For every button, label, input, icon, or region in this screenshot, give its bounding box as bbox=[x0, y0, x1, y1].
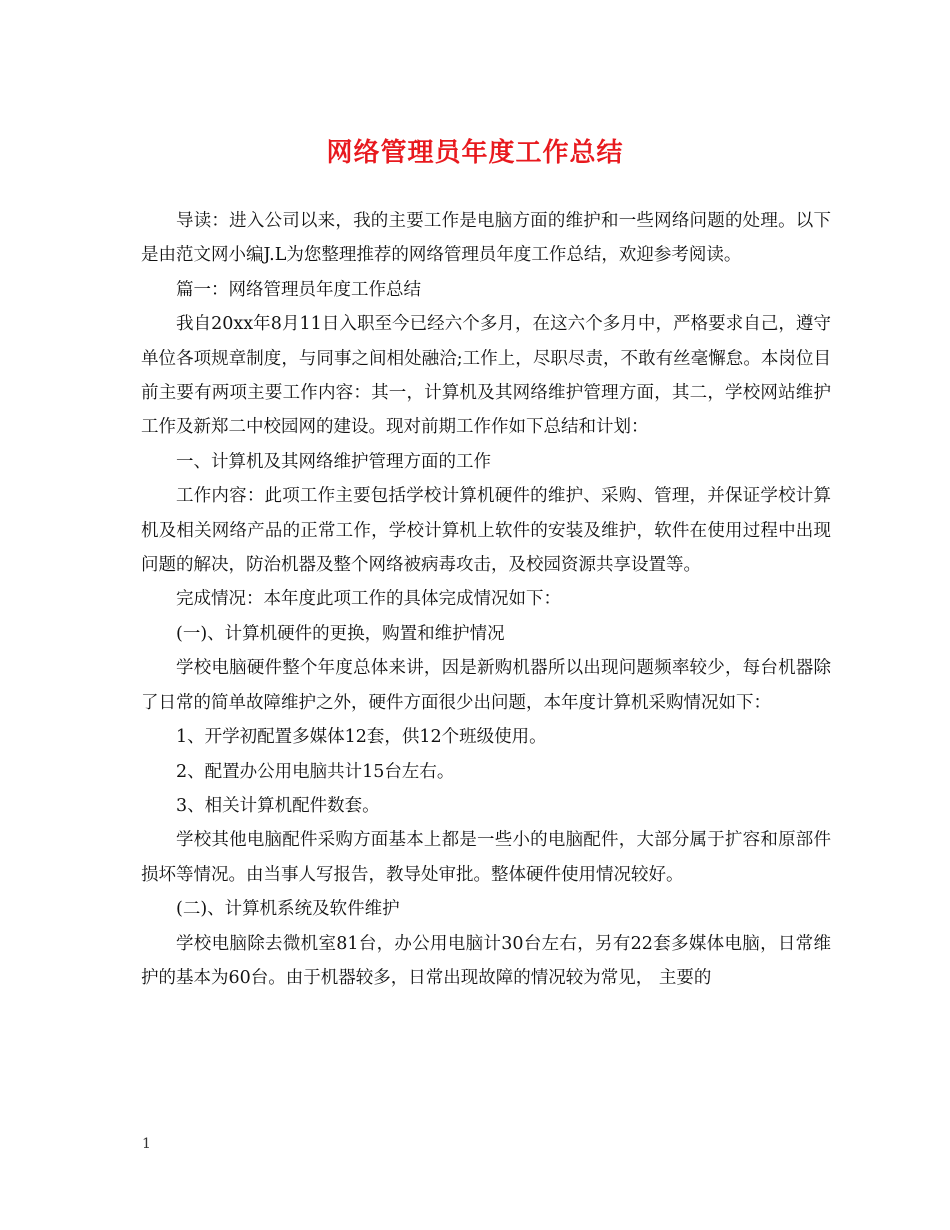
paragraph: 2、配置办公用电脑共计15台左右。 bbox=[176, 761, 455, 782]
page-number: 1 bbox=[142, 1136, 151, 1152]
paragraph: 1、开学初配置多媒体12套，供12个班级使用。 bbox=[176, 727, 547, 748]
paragraph: 3、相关计算机配件数套。 bbox=[176, 795, 380, 816]
paragraph: 导读：进入公司以来，我的主要工作是电脑方面的维护和一些网络问题的处理。以下是由范文网小编J.L为您整理推荐的网络管理员年度工作总结，欢迎参考阅读。 bbox=[141, 211, 831, 266]
paragraph: 我自20xx年8月11日入职至今已经六个多月，在这六个多月中，严格要求自己，遵守单位各项规章制度，与同事之间相处融洽;工作上，尽职尽责，不敢有丝毫懈怠。本岗位目前主要有两项主要工作内容：其一，计算机及其网络维护管理方面，其二，学校网站维护工作及新郑二中校园网的建设。现对前期工作作如下总结和计划： bbox=[141, 314, 831, 438]
paragraph: 学校其他电脑配件采购方面基本上都是一些小的电脑配件，大部分属于扩容和原部件损坏等情况。由当事人写报告，教导处审批。整体硬件使用情况较好。 bbox=[141, 830, 831, 885]
paragraph: 学校电脑硬件整个年度总体来讲，因是新购机器所以出现问题频率较少，每台机器除了日常的简单故障维护之外，硬件方面很少出问题，本年度计算机采购情况如下： bbox=[141, 658, 831, 713]
paragraph: 学校电脑除去微机室81台，办公用电脑计30台左右，另有22套多媒体电脑，日常维护的基本为60台。由于机器较多，日常出现故障的情况较为常见， 主要的 bbox=[141, 933, 831, 988]
paragraph: (一)、计算机硬件的更换，购置和维护情况 bbox=[176, 623, 505, 644]
document-title: 网络管理员年度工作总结 bbox=[326, 138, 624, 168]
paragraph: (二)、计算机系统及软件维护 bbox=[176, 899, 400, 920]
paragraph: 一、计算机及其网络维护管理方面的工作 bbox=[176, 451, 491, 472]
paragraph: 完成情况：本年度此项工作的具体完成情况如下： bbox=[176, 589, 561, 610]
document-body bbox=[141, 204, 831, 995]
paragraph: 篇一：网络管理员年度工作总结 bbox=[176, 279, 421, 300]
paragraph: 工作内容：此项工作主要包括学校计算机硬件的维护、采购、管理，并保证学校计算机及相关网络产品的正常工作，学校计算机上软件的安装及维护，软件在使用过程中出现问题的解决，防治机器及整个网络被病毒攻击，及校园资源共享设置等。 bbox=[141, 486, 831, 576]
